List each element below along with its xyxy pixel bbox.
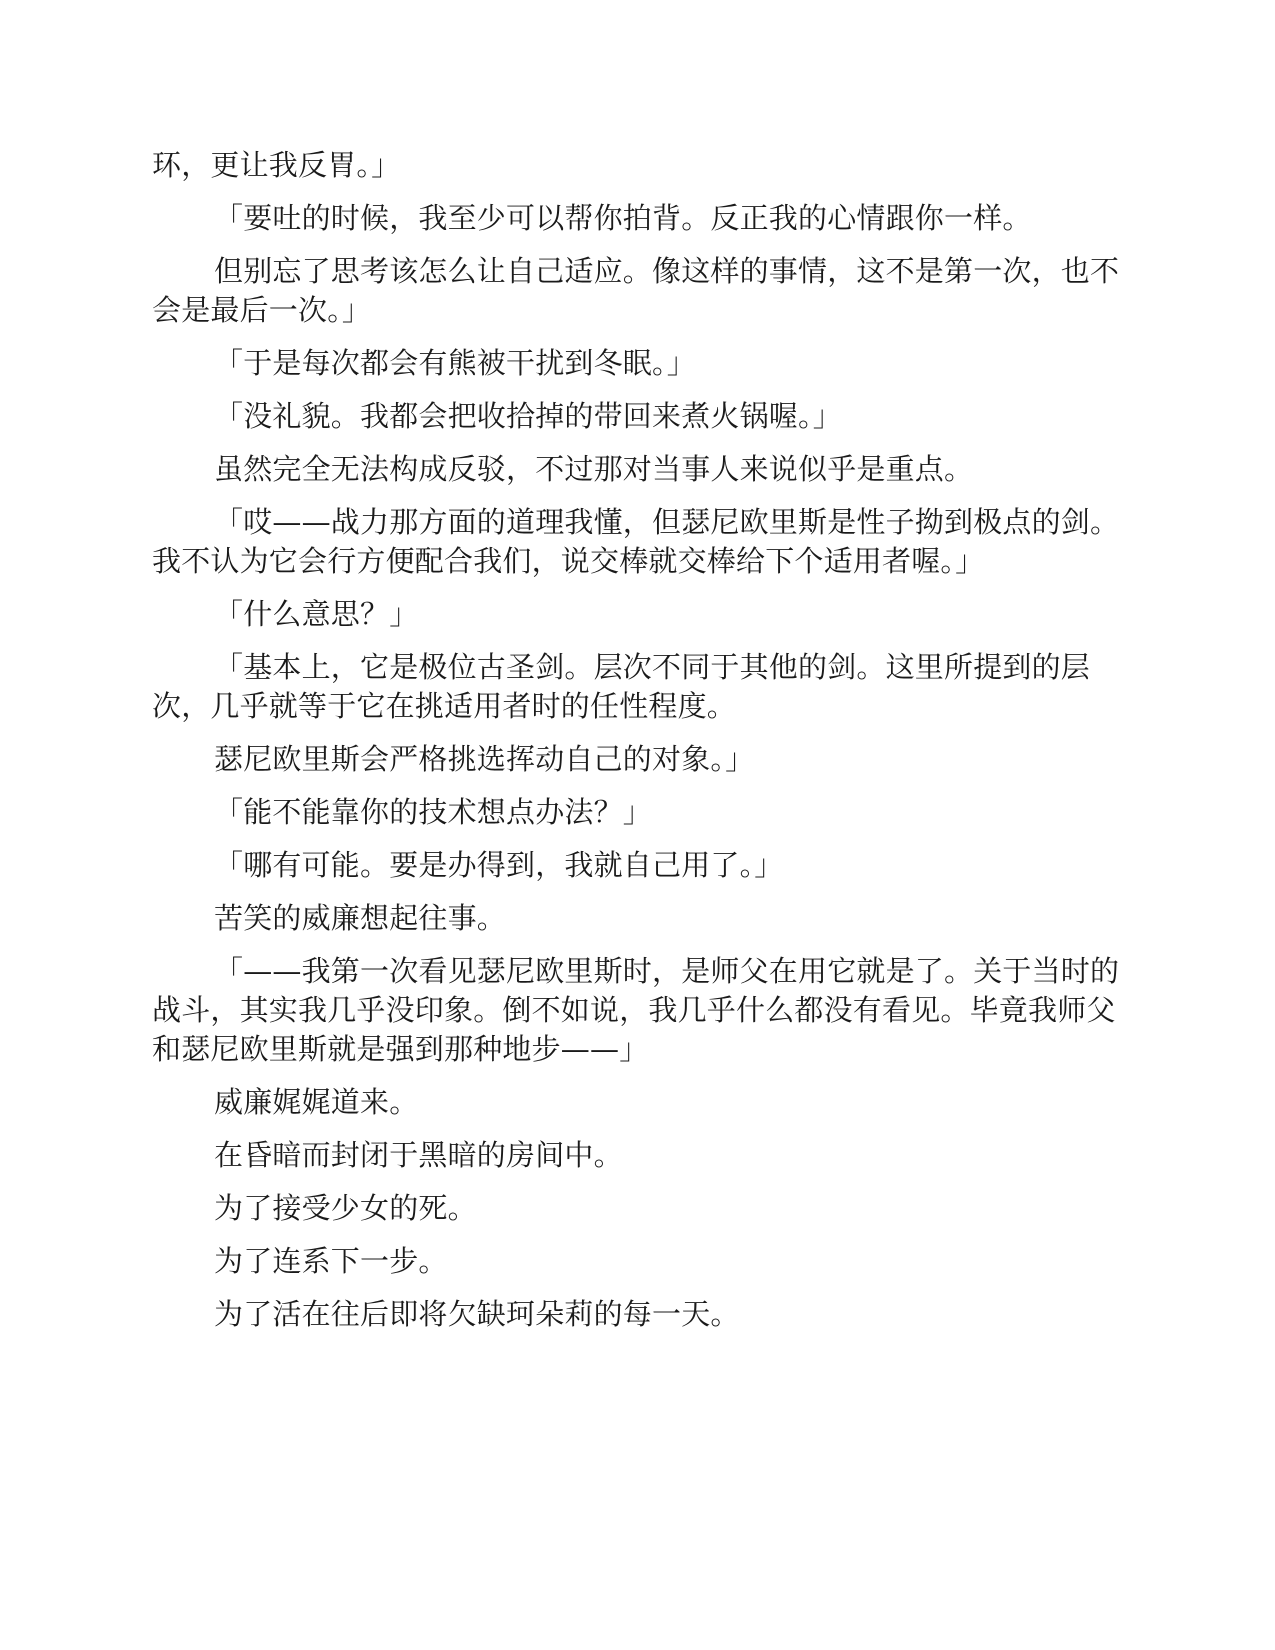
paragraph: 「什么意思？」: [214, 597, 419, 631]
paragraph: 为了活在往后即将欠缺珂朵莉的每一天。: [214, 1297, 740, 1331]
paragraph: 虽然完全无法构成反驳，不过那对当事人来说似乎是重点。: [214, 452, 974, 486]
paragraph: 在昏暗而封闭于黑暗的房间中。: [214, 1138, 623, 1172]
paragraph: 环，更让我反胃。」: [152, 148, 401, 182]
paragraph: 瑟尼欧里斯会严格挑选挥动自己的对象。」: [214, 742, 755, 776]
paragraph: 为了接受少女的死。: [214, 1191, 477, 1225]
paragraph: 「于是每次都会有熊被干扰到冬眠。」: [214, 346, 696, 380]
paragraph: 「基本上，它是极位古圣剑。层次不同于其他的剑。这里所提到的层次，几乎就等于它在挑适用者时的任性程度。: [152, 650, 1091, 723]
paragraph: 「哎——战力那方面的道理我懂，但瑟尼欧里斯是性子拗到极点的剑。我不认为它会行方便配合我们，说交棒就交棒给下个适用者喔。」: [152, 505, 1120, 578]
paragraph: 「哪有可能。要是办得到，我就自己用了。」: [214, 848, 784, 882]
paragraph: 为了连系下一步。: [214, 1244, 448, 1278]
paragraph: 「能不能靠你的技术想点办法？」: [214, 795, 653, 829]
paragraph: 威廉娓娓道来。: [214, 1085, 419, 1119]
paragraph: 「——我第一次看见瑟尼欧里斯时，是师父在用它就是了。关于当时的战斗，其实我几乎没印象。倒不如说，我几乎什么都没有看见。毕竟我师父和瑟尼欧里斯就是强到那种地步——」: [152, 954, 1120, 1066]
paragraph: 苦笑的威廉想起往事。: [214, 901, 507, 935]
text-body: [152, 146, 1127, 1348]
paragraph: 「要吐的时候，我至少可以帮你拍背。反正我的心情跟你一样。: [214, 201, 1032, 235]
paragraph: 但别忘了思考该怎么让自己适应。像这样的事情，这不是第一次，也不会是最后一次。」: [152, 254, 1120, 327]
paragraph: 「没礼貌。我都会把收拾掉的带回来煮火锅喔。」: [214, 399, 842, 433]
